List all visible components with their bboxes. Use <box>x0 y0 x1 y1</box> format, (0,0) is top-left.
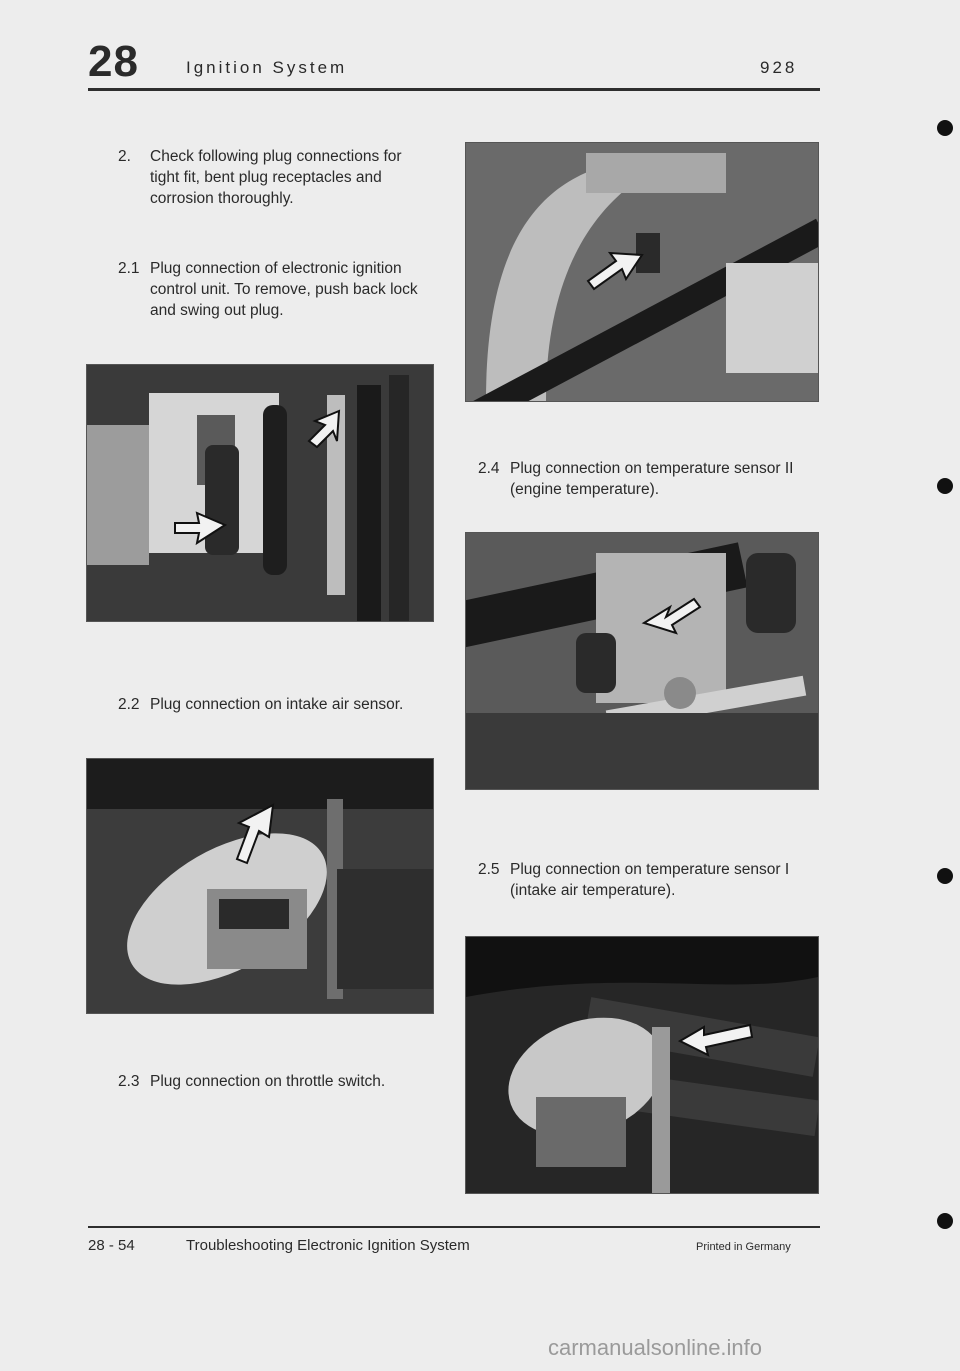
step-text-line: Plug connection on throttle switch. <box>150 1073 386 1090</box>
binder-hole-marker <box>937 120 953 136</box>
header-rule <box>88 88 820 91</box>
step-text-line: Plug connection on temperature sensor II <box>510 460 794 477</box>
step-text-line: and swing out plug. <box>150 302 284 319</box>
step-text-line: tight fit, bent plug receptacles and <box>150 169 382 186</box>
printed-note: Printed in Germany <box>696 1241 791 1253</box>
photo-intake-air-sensor <box>86 758 434 1014</box>
step-number: 2.5 <box>478 861 500 878</box>
step-text-line: Check following plug connections for <box>150 148 402 165</box>
chapter-number: 28 <box>88 37 139 86</box>
step-2-5 <box>478 859 823 903</box>
step-text-line: Plug connection on temperature sensor I <box>510 861 790 878</box>
binder-hole-marker <box>937 478 953 494</box>
photo-ignition-control-unit <box>86 364 434 622</box>
photo-temperature-sensor-ii <box>465 142 819 402</box>
step-text-line: (engine temperature). <box>510 481 660 498</box>
step-text-line: control unit. To remove, push back lock <box>150 281 418 298</box>
chapter-title: Ignition System <box>186 58 348 77</box>
step-text-line: Plug connection of electronic ignition <box>150 260 402 277</box>
photo-engine-temperature-sensor <box>465 532 819 790</box>
section-title: Troubleshooting Electronic Ignition System <box>186 1237 470 1254</box>
step-number: 2.2 <box>118 696 140 713</box>
photo-intake-air-temperature-sensor <box>465 936 819 1194</box>
step-2 <box>118 146 448 212</box>
binder-hole-marker <box>937 868 953 884</box>
step-text-line: corrosion thoroughly. <box>150 190 294 207</box>
model-number: 928 <box>760 58 798 77</box>
step-number: 2.1 <box>118 260 140 277</box>
page-number: 28 - 54 <box>88 1237 135 1254</box>
footer-rule <box>88 1226 820 1228</box>
step-text-line: (intake air temperature). <box>510 882 676 899</box>
step-2-3 <box>118 1071 448 1093</box>
step-number: 2. <box>118 148 131 165</box>
watermark: carmanualsonline.info <box>548 1335 763 1360</box>
step-number: 2.4 <box>478 460 500 477</box>
step-2-1 <box>118 258 448 324</box>
step-number: 2.3 <box>118 1073 140 1090</box>
step-2-4 <box>478 458 823 502</box>
step-2-2 <box>118 694 448 716</box>
binder-hole-marker <box>937 1213 953 1229</box>
step-text-line: Plug connection on intake air sensor. <box>150 696 404 713</box>
